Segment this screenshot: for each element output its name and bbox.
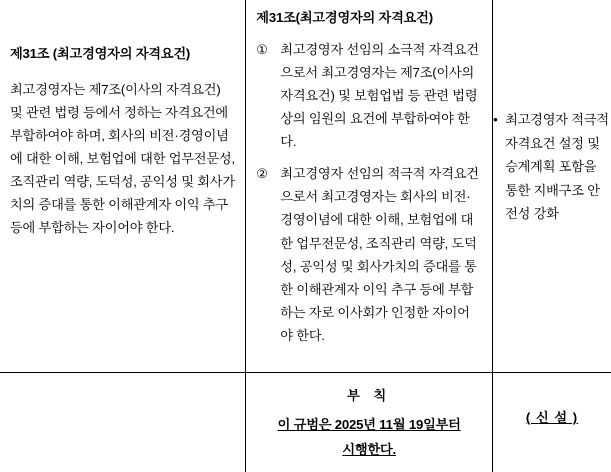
bullet-icon: • xyxy=(493,112,498,127)
cell-current-provision xyxy=(0,0,246,373)
list-item xyxy=(256,38,482,153)
list-marker-1: ① xyxy=(256,41,268,57)
revised-provision-list xyxy=(256,38,482,347)
list-marker-2: ② xyxy=(256,166,268,182)
reason-text: 최고경영자 적극적 자격요건 설정 및 승계계획 포함을 통한 지배구조 안전성 강화 xyxy=(505,112,609,221)
revised-provision-heading: 제31조(최고경영자의 자격요건) xyxy=(256,10,433,25)
table-row-addenda xyxy=(0,373,611,472)
addenda-note-text: ( 신 설 ) xyxy=(525,410,579,426)
list-text-1: 최고경영자 선임의 소극적 자격요건으로서 최고경영자는 제7조(이사의 자격요건) 및 보험업법 등 관련 법령상의 임원의 요건에 부합하여야 한다. xyxy=(280,41,479,150)
cell-revised-provision xyxy=(246,0,493,373)
addenda-title: 부 칙 xyxy=(347,388,392,404)
cell-reason xyxy=(493,0,611,373)
cell-addenda-text xyxy=(246,373,493,472)
addenda-line-2: 시행한다. xyxy=(342,442,396,458)
current-provision-body: 최고경영자는 제7조(이사의 자격요건) 및 관련 법령 등에서 정하는 자격요건에 부합하여야 하며, 회사의 비전·경영이념에 대한 이해, 보험업에 대한 업무전문성, 조직관리 역량, 도덕성, 공익성 및 회사가치의 증대를 통한 이해관계자 이익 추구 등에 부합하는 자이어야 한다. xyxy=(10,81,235,236)
cell-addenda-note xyxy=(493,373,611,472)
list-text-2: 최고경영자 선임의 적극적 자격요건으로서 최고경영자는 회사의 비전·경영이념에 대한 이해, 보험업에 대한 업무전문성, 조직관리 역량, 도덕성, 공익성 및 회사가치의 증대를 통한 이해관계자 이익 추구 등에 부합하는 자로 이사회가 인정한 자이어야 한다. xyxy=(280,166,479,343)
current-provision-heading: 제31조 (최고경영자의 자격요건) xyxy=(10,46,191,61)
addenda-line-1: 이 규범은 2025년 11월 19일부터 xyxy=(277,417,461,433)
list-item xyxy=(256,162,482,347)
cell-addenda-left-empty xyxy=(0,373,246,472)
